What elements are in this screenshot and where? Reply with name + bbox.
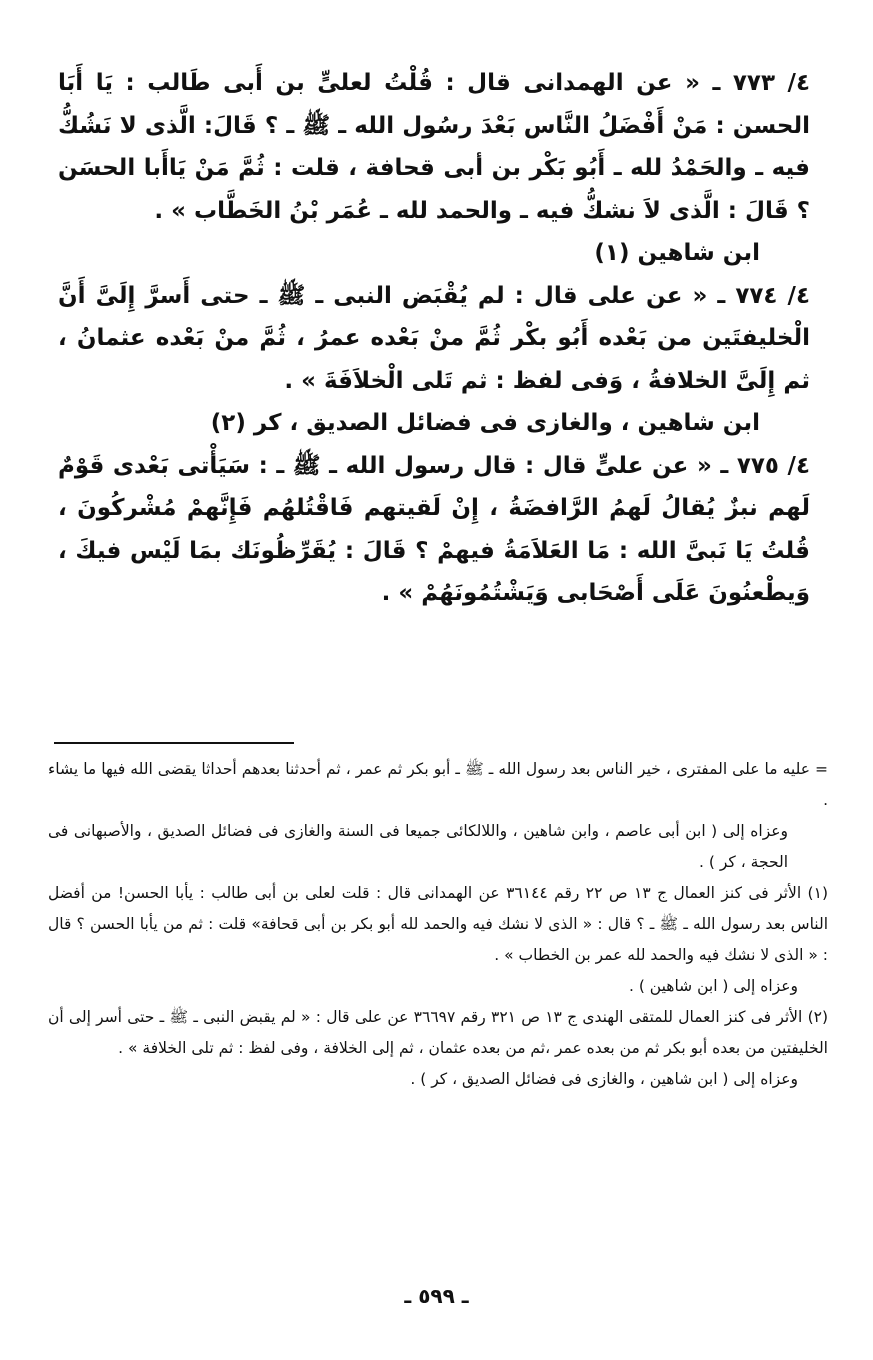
footnote-continuation: = عليه ما على المفترى ، خير الناس بعد رسول الله ـ ﷺ ـ أبو بكر ثم عمر ، ثم أحدثنا بعدهم أحداثا يقضى الله فيها ما يشاء . — [48, 760, 828, 809]
footnote-1: (١) الأثر فى كنز العمال ج ١٣ ص ٢٢ رقم ٣٦١٤٤ عن الهمدانى قال : قلت لعلى بن أبى طالب : يأبا الحسن! من أفضل الناس بعد رسول الله ـ ﷺ ـ ؟ قال : « الذى لا نشك فيه والحمد لله أبو بكر بن أبى قحافة» قلت : ثم من يأبا الحسن ؟ قال : « الذى لا نشك فيه والحمد لله عمر بن الخطاب » . — [48, 884, 828, 964]
hadith-section — [58, 62, 834, 615]
hadith-774-source: ابن شاهين ، والغازى فى فضائل الصديق ، كر (٢) — [210, 410, 760, 436]
footnote-continuation-attribution: وعزاه إلى ( ابن أبى عاصم ، وابن شاهين ، واللالكائى جميعا فى السنة والغازى فى فضائل الصديق ، والأصبهانى فى الحجة ، كر ) . — [48, 822, 788, 871]
footnote-1-attribution: وعزاه إلى ( ابن شاهين ) . — [628, 977, 798, 995]
hadith-774: ٤/ ٧٧٤ ـ « عن على قال : لم يُقْبَض النبى ـ ﷺ ـ حتى أَسرَّ إِلَىَّ أَنَّ الْخليفتَين من بَعْده أَبُو بكْر ثُمَّ منْ بَعْده عمرُ ، ثُمَّ منْ بَعْده عثمانُ ، ثم إِلَىَّ الخلافةُ ، وَفى لفظ : ثم تَلى الْخلاَفَةَ » . — [58, 282, 810, 394]
footnote-2-attribution: وعزاه إلى ( ابن شاهين ، والغازى فى فضائل الصديق ، كر ) . — [410, 1070, 798, 1088]
hadith-775: ٤/ ٧٧٥ ـ « عن علىٍّ قال : قال رسول الله ـ ﷺ ـ : سَيَأْتى بَعْدى قَوْمٌ لَهم نبزٌ يُقالُ لَهمُ الرَّافضَةُ ، إِنْ لَقيتهم فَاقْتُلهُم فَإِنَّهمْ مُشْركُونَ ، قُلتُ يَا نَبىَّ الله : مَا العَلاَمَةُ فيهمْ ؟ قَالَ : يُقَرِّظُونَك بمَا لَيْس فيكَ ، وَيطْعنُونَ عَلَى أَصْحَابى وَيَشْتُمُونَهُمْ » . — [58, 452, 810, 606]
hadith-773-source: ابن شاهين (١) — [594, 240, 760, 266]
footnotes-section — [48, 754, 828, 1095]
footnote-2: (٢) الأثر فى كنز العمال للمتقى الهندى ج ١٣ ص ٣٢١ رقم ٣٦٦٩٧ عن على قال : « لم يقبض النبى ـ ﷺ ـ حتى أسر إلى أن الخليفتين من بعده أبو بكر ثم من بعده عمر ،ثم من بعده عثمان ، ثم إلى الخلافة ، وفى لفظ : ثم تلى الخلافة » . — [48, 1008, 829, 1057]
footnote-separator — [54, 742, 294, 744]
hadith-773: ٤/ ٧٧٣ ـ « عن الهمدانى قال : قُلْتُ لعلىٍّ بن أَبى طَالب : يَا أَبَا الحسن : مَنْ أَفْضَلُ النَّاس بَعْدَ رسُول الله ـ ﷺ ـ ؟ قَالَ: الَّذى لا نَشُكُّ فيه ـ والحَمْدُ لله ـ أَبُو بَكْر بن أبى قحافة ، قلت : ثُمَّ مَنْ يَاأَبا الحسَن ؟ قَالَ : الَّذى لاَ نشكُّ فيه ـ والحمد لله ـ عُمَر بْنُ الخَطَّاب » . — [58, 70, 810, 224]
page-number: ـ ٥٩٩ ـ — [404, 1284, 469, 1308]
